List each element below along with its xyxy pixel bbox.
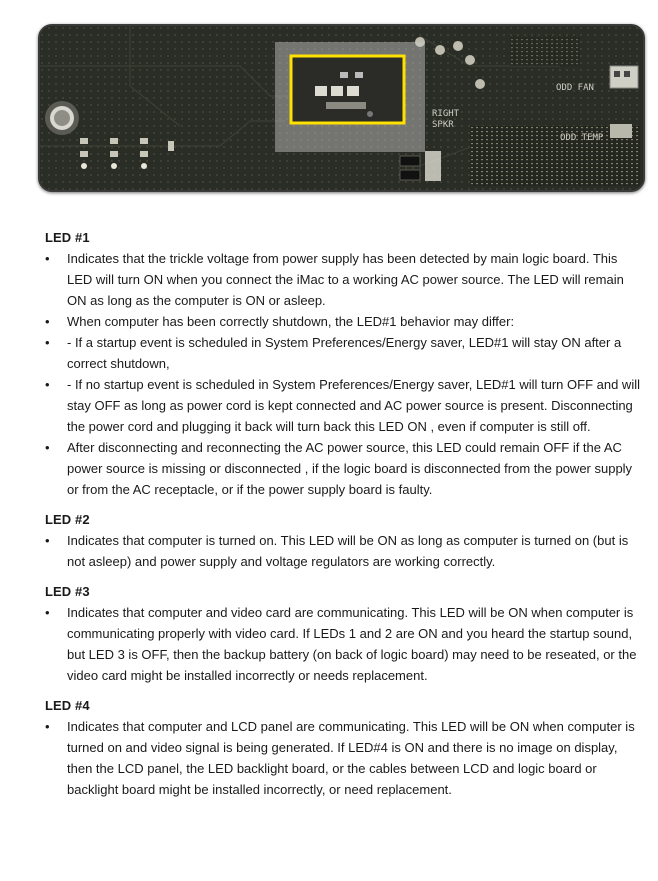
list-item-text: - If no startup event is scheduled in System Preferences/Energy saver, LED#1 will turn OFF and will stay OFF as long as power cord is kept connected and AC power source is present. Disconnecting the power cord and plugging it back will turn back this LED ON , even if computer is still off. (67, 377, 640, 434)
mounting-hole (45, 101, 79, 135)
list-item-text: Indicates that computer is turned on. This LED will be ON as long as computer is turned on (but is not asleep) and power supply and voltage regulators are working correctly. (67, 533, 629, 569)
list-item-text: Indicates that computer and LCD panel are communicating. This LED will be ON when computer is turned on and video signal is being generated. If LED#4 is ON and there is no image on display, then the LCD panel, the LED backlight board, or the cables between LCD and logic board or backlight board might be installed incorrectly, or need replacement. (67, 719, 635, 797)
list-item-text: After disconnecting and reconnecting the AC power source, this LED could remain OFF if the AC power source is missing or disconnected , if the logic board is disconnected from the power supply or from the AC receptacle, or if the power supply board is faulty. (67, 440, 633, 497)
odd-fan-label: ODD FAN (556, 83, 594, 93)
section-title: LED #1 (45, 230, 90, 245)
list-item (45, 602, 645, 686)
bullet-list (45, 530, 645, 572)
bullet-dot-icon: • (45, 440, 50, 455)
right-speaker-label: RIGHT SPKR (432, 109, 460, 130)
list-item (45, 332, 645, 374)
led-descriptions (45, 230, 645, 812)
section-title: LED #4 (45, 698, 90, 713)
bullet-dot-icon: • (45, 605, 50, 620)
bullet-dot-icon: • (45, 314, 50, 329)
led-section-3 (45, 584, 645, 686)
bullet-list (45, 602, 645, 686)
led-section-1 (45, 230, 645, 500)
list-item (45, 248, 645, 311)
list-item (45, 716, 645, 800)
led-section-2 (45, 512, 645, 572)
list-item (45, 437, 645, 500)
list-item-text: - If a startup event is scheduled in System Preferences/Energy saver, LED#1 will stay ON after a correct shutdown, (67, 335, 622, 371)
bullet-dot-icon: • (45, 251, 50, 266)
section-title: LED #3 (45, 584, 90, 599)
list-item (45, 374, 645, 437)
bullet-dot-icon: • (45, 719, 50, 734)
logic-board-photo (38, 24, 645, 192)
bullet-list (45, 716, 645, 800)
list-item-text: Indicates that computer and video card are communicating. This LED will be ON when computer is communicating properly with video card. If LEDs 1 and 2 are ON and you heard the startup sound, but LED 3 is OFF, then the backup battery (on back of logic board) may need to be reseated, or the video card might be installed incorrectly or needs replacement. (67, 605, 637, 683)
bullet-dot-icon: • (45, 377, 50, 392)
list-item-text: Indicates that the trickle voltage from power supply has been detected by main logic board. This LED will turn ON when you connect the iMac to a working AC power source. The LED will remain ON as long as the computer is ON or asleep. (67, 251, 624, 308)
list-item (45, 311, 645, 332)
fan-connector (610, 66, 638, 88)
list-item-text: When computer has been correctly shutdown, the LED#1 behavior may differ: (67, 314, 515, 329)
bullet-dot-icon: • (45, 533, 50, 548)
logic-board-illustration (40, 26, 643, 190)
odd-temp-label: ODD TEMP (560, 133, 604, 143)
led-section-4 (45, 698, 645, 800)
bullet-list (45, 248, 645, 500)
section-title: LED #2 (45, 512, 90, 527)
list-item (45, 530, 645, 572)
bullet-dot-icon: • (45, 335, 50, 350)
